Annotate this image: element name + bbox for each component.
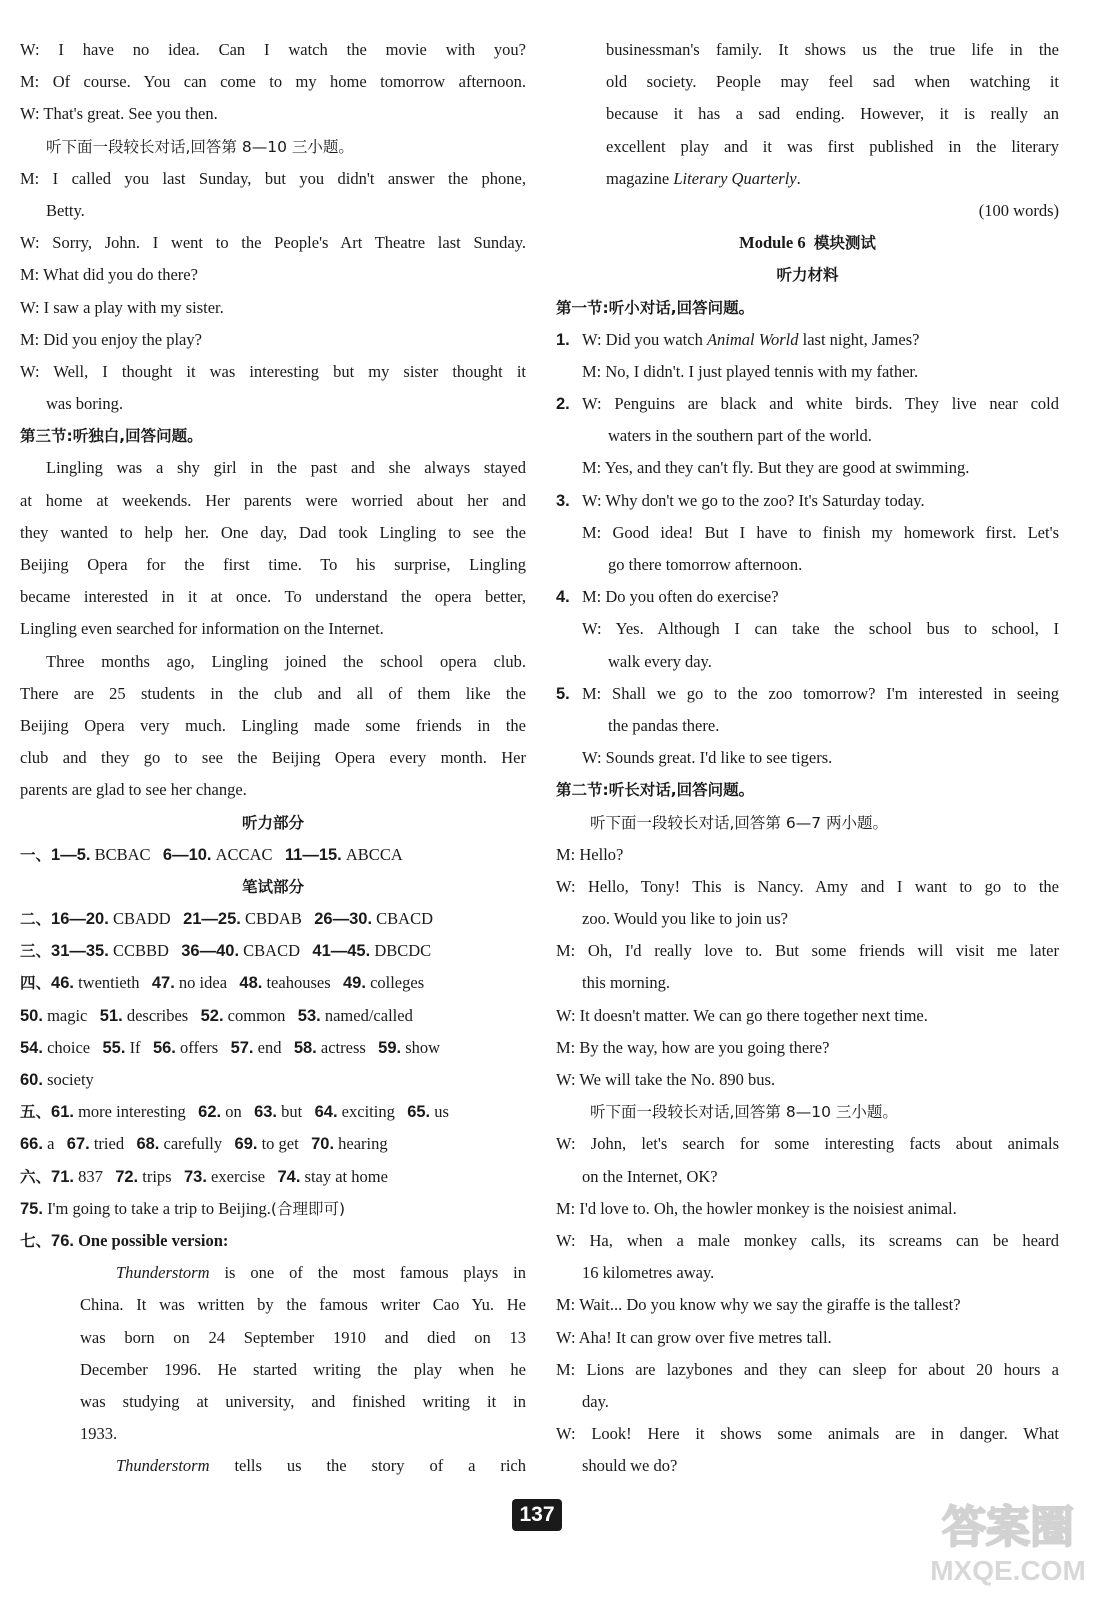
answer-number: 62.	[198, 1103, 222, 1122]
answer-row-4c	[20, 1032, 526, 1064]
dialogue-text: last night, James?	[802, 329, 920, 349]
answer-value: choice	[47, 1037, 91, 1057]
essay-line	[20, 1450, 526, 1482]
essay-line: excellent play and it was first published in the literary	[606, 136, 1059, 156]
question-number: 2.	[556, 395, 570, 414]
answer-range: 36—40.	[181, 942, 240, 961]
dialogue-line: M: Lions are lazybones and they can sleep for about 20 hours a	[556, 1359, 1059, 1379]
dialogue-line-cont: on the Internet, OK?	[582, 1166, 718, 1186]
answer-range: 1—5.	[51, 845, 91, 864]
dialogue-text: M: Shall we go to the zoo tomorrow? I'm interested in seeing	[582, 683, 1059, 703]
module-subtitle: 模块测试	[813, 234, 876, 253]
answer-value: teahouses	[266, 973, 331, 993]
paragraph-line: became interested in it at once. To understand the opera better,	[20, 587, 526, 607]
paragraph-line: There are 25 students in the club and all of them like the	[20, 683, 526, 703]
answer-number: 76.	[51, 1231, 74, 1250]
left-column	[20, 34, 526, 1482]
dialogue-line: M: No, I didn't. I just played tennis with my father.	[582, 361, 919, 381]
paragraph-line: Three months ago, Lingling joined the school opera club.	[46, 651, 526, 671]
essay-text: magazine	[606, 168, 670, 188]
paragraph-line: Beijing Opera very much. Lingling made some friends in the	[20, 715, 526, 735]
answer-number: 54.	[20, 1038, 43, 1057]
answer-section-label: 七、	[20, 1231, 52, 1250]
answer-row-4a	[20, 967, 526, 999]
dialogue-line: M: Wait... Do you know why we say the giraffe is the tallest?	[556, 1295, 961, 1315]
watermark-cn: 答案圈	[942, 1502, 1074, 1553]
answer-section-label: 六、	[20, 1167, 52, 1186]
answer-number: 74.	[277, 1167, 301, 1186]
instruction: 听下面一段较长对话,回答第 8—10 三小题。	[590, 1103, 898, 1122]
dialogue-line: M: Did you enjoy the play?	[20, 329, 202, 349]
answer-number: 63.	[254, 1103, 278, 1122]
answer-number: 47.	[151, 974, 175, 993]
dialogue-line: W: It doesn't matter. We can go there together next time.	[556, 1005, 928, 1025]
answer-number: 72.	[115, 1167, 139, 1186]
essay-line: businessman's family. It shows us the true life in the	[606, 40, 1059, 59]
answer-value: actress	[320, 1037, 366, 1057]
magazine-title: Literary Quarterly	[673, 168, 797, 188]
instruction: 听下面一段较长对话,回答第 6—7 两小题。	[590, 813, 889, 832]
essay-line: was born on 24 September 1910 and died on 13	[80, 1327, 526, 1347]
answer-number: 51.	[99, 1006, 123, 1025]
answer-section-label: 五、	[20, 1103, 52, 1122]
dialogue-line: W: Aha! It can grow over five metres tall.	[556, 1327, 832, 1347]
answer-value: end	[257, 1037, 282, 1057]
answer-value: a	[47, 1134, 55, 1154]
listening-material-title: 听力材料	[776, 266, 839, 285]
answer-note: (合理即可)	[270, 1199, 346, 1218]
essay-heading: One possible version:	[78, 1230, 229, 1250]
word-count: (100 words)	[978, 200, 1059, 220]
answer-value: If	[129, 1037, 141, 1057]
question-number: 1.	[556, 330, 570, 349]
answer-value: offers	[180, 1037, 219, 1057]
dialogue-text: W: Penguins are black and white birds. They live near cold	[582, 394, 1059, 414]
dialogue-line: M: Of course. You can come to my home tomorrow afternoon.	[20, 72, 526, 92]
answer-number: 65.	[407, 1103, 431, 1122]
answer-number: 70.	[311, 1135, 335, 1154]
dialogue-line: M: I'd love to. Oh, the howler monkey is the noisiest animal.	[556, 1198, 957, 1218]
answer-value: ABCCA	[345, 844, 403, 864]
answer-value: CBACD	[376, 909, 434, 929]
answer-number: 50.	[20, 1006, 43, 1025]
dialogue-line: W: We will take the No. 890 bus.	[556, 1070, 776, 1089]
answer-value: more interesting	[78, 1102, 186, 1122]
answer-range: 41—45.	[312, 942, 371, 961]
dialogue-line: M: Yes, and they can't fly. But they are good at swimming.	[582, 458, 970, 478]
answer-number: 66.	[20, 1135, 43, 1154]
essay-line: magazine Literary Quarterly.	[606, 168, 801, 188]
answer-value: DBCDC	[374, 941, 432, 961]
section-heading: 第二节:听长对话,回答问题。	[556, 781, 755, 800]
answer-row-1	[20, 839, 526, 871]
watermark-icon	[918, 1490, 1098, 1590]
answer-value: ACCAC	[215, 844, 273, 864]
essay-block	[20, 1257, 526, 1482]
question-5	[556, 678, 1059, 710]
answer-value: CBADD	[112, 909, 171, 929]
dialogue-line-cont: was boring.	[46, 394, 123, 414]
answer-value: tried	[93, 1134, 125, 1154]
essay-line: 1933.	[80, 1424, 118, 1444]
dialogue-line-cont: 16 kilometres away.	[582, 1263, 715, 1283]
answer-number: 64.	[314, 1103, 338, 1122]
dialogue-line: W: Yes. Although I can take the school bus to school, I	[582, 619, 1059, 639]
answer-value: but	[281, 1102, 303, 1122]
section-heading: 第三节:听独白,回答问题。	[20, 427, 203, 446]
dialogue-line-cont: go there tomorrow afternoon.	[608, 555, 803, 574]
answer-value: us	[434, 1102, 449, 1122]
essay-play-title: Thunderstorm	[116, 1263, 210, 1283]
answer-number: 67.	[66, 1135, 90, 1154]
answer-number: 57.	[230, 1038, 254, 1057]
question-4	[556, 581, 1059, 613]
dialogue-line: M: By the way, how are you going there?	[556, 1037, 830, 1057]
answer-number: 48.	[239, 974, 263, 993]
page-number: 137	[512, 1499, 562, 1531]
answer-row-7	[20, 1225, 526, 1257]
dialogue-line: M: Good idea! But I have to finish my homework first. Let's	[582, 522, 1059, 542]
answer-number: 68.	[136, 1135, 160, 1154]
essay-line: because it has a sad ending. However, it is really an	[606, 104, 1059, 124]
dialogue-line: M: What did you do there?	[20, 265, 198, 285]
paragraph-line: at home at weekends. Her parents were worried about her and	[20, 490, 526, 510]
answer-number: 49.	[343, 974, 366, 993]
dialogue-line-cont: zoo. Would you like to join us?	[582, 909, 788, 929]
answer-value: colleges	[370, 973, 425, 993]
answer-number: 61.	[51, 1103, 74, 1122]
monologue-paragraph-2	[20, 646, 526, 807]
answer-section-label: 二、	[20, 910, 52, 929]
answer-value: BCBAC	[94, 844, 151, 864]
answer-row-3	[20, 935, 526, 967]
answer-value: show	[405, 1037, 441, 1057]
essay-line	[20, 1257, 526, 1289]
question-2	[556, 388, 1059, 420]
answer-number: 71.	[51, 1167, 74, 1186]
answer-number: 69.	[234, 1135, 258, 1154]
dialogue-line-cont: day.	[582, 1391, 609, 1411]
dialogue-line: W: John, let's search for some interesting facts about animals	[556, 1134, 1059, 1154]
answer-value: on	[225, 1102, 242, 1122]
answer-row-6	[20, 1161, 526, 1193]
answer-number: 75.	[20, 1199, 43, 1218]
dialogue-line: M: Oh, I'd really love to. But some friends will visit me later	[556, 941, 1059, 961]
module-title	[556, 227, 1059, 259]
dialogue-line-cont: this morning.	[582, 973, 671, 993]
answer-section-label: 四、	[20, 974, 52, 993]
paragraph-line: Lingling was a shy girl in the past and she always stayed	[46, 458, 526, 478]
question-number: 4.	[556, 588, 570, 607]
answer-value: to get	[261, 1134, 299, 1154]
answer-row-75	[20, 1193, 526, 1225]
answer-value: named/called	[324, 1005, 413, 1025]
answer-value: 837	[78, 1166, 103, 1186]
watermark-logo	[918, 1490, 1098, 1590]
answer-number: 52.	[200, 1006, 224, 1025]
answer-value: exercise	[211, 1166, 266, 1186]
watermark-en: MXQE.COM	[930, 1555, 1086, 1586]
answer-value: CBACD	[243, 941, 301, 961]
answer-number: 56.	[152, 1038, 176, 1057]
listening-part-title: 听力部分	[241, 813, 304, 832]
dialogue-line-cont: should we do?	[582, 1456, 678, 1476]
essay-play-title: Thunderstorm	[116, 1456, 210, 1476]
dialogue-line-cont: Betty.	[46, 200, 85, 220]
answer-value: no idea	[178, 973, 228, 993]
dialogue-line: W: Well, I thought it was interesting but my sister thought it	[20, 361, 526, 381]
essay-line: old society. People may feel sad when watching it	[606, 72, 1059, 92]
answer-row-5b	[20, 1128, 526, 1160]
essay-line: December 1996. He started writing the play when he	[80, 1359, 526, 1379]
dialogue-line-cont: walk every day.	[608, 651, 712, 671]
answer-value: exciting	[341, 1102, 395, 1122]
paragraph-line: they wanted to help her. One day, Dad took Lingling to see the	[20, 522, 526, 542]
dialogue-line: M: I called you last Sunday, but you didn't answer the phone,	[20, 168, 526, 188]
answer-range: 21—25.	[183, 910, 241, 929]
answer-number: 60.	[20, 1071, 43, 1089]
essay-line: China. It was written by the famous writer Cao Yu. He	[80, 1295, 526, 1315]
right-column	[556, 34, 1059, 1482]
instruction: 听下面一段较长对话,回答第 8—10 三小题。	[46, 137, 354, 156]
dialogue-line: W: I saw a play with my sister.	[20, 297, 224, 317]
question-3	[556, 485, 1059, 517]
paragraph-line: club and they go to see the Beijing Opera every month. Her	[20, 748, 526, 768]
answer-value: common	[227, 1005, 286, 1025]
show-title: Animal World	[706, 329, 799, 349]
answer-value: describes	[126, 1005, 189, 1025]
answer-range: 11—15.	[284, 845, 342, 864]
answer-value: trips	[142, 1166, 172, 1186]
paragraph-line: parents are glad to see her change.	[20, 780, 247, 800]
answer-range: 26—30.	[314, 910, 373, 929]
dialogue-line-cont: waters in the southern part of the world.	[608, 426, 872, 446]
question-1	[556, 324, 1059, 356]
answer-value: magic	[47, 1005, 88, 1025]
dialogue-text: W: Did you watch	[582, 329, 703, 349]
answer-section-label: 三、	[20, 942, 52, 961]
answer-number: 55.	[102, 1038, 126, 1057]
dialogue-line: W: Sounds great. I'd like to see tigers.	[582, 748, 833, 768]
monologue-paragraph-1	[20, 452, 526, 645]
answer-range: 16—20.	[51, 910, 109, 929]
dialogue-line: M: Hello?	[556, 844, 624, 864]
dialogue-line: W: That's great. See you then.	[20, 104, 218, 124]
dialogue-line: W: Sorry, John. I went to the People's Art Theatre last Sunday.	[20, 233, 526, 253]
dialogue-line: W: Hello, Tony! This is Nancy. Amy and I want to go to the	[556, 876, 1059, 896]
dialogue-text: W: Why don't we go to the zoo? It's Saturday today.	[582, 490, 925, 510]
answer-number: 59.	[378, 1038, 402, 1057]
answer-value: stay at home	[304, 1166, 388, 1186]
dialogue-line: W: I have no idea. Can I watch the movie with you?	[20, 40, 526, 59]
writing-part-title: 笔试部分	[241, 877, 304, 896]
answer-row-4d	[20, 1064, 526, 1096]
answer-value: CBDAB	[245, 909, 302, 929]
answer-value: CCBBD	[112, 941, 169, 961]
answer-number: 73.	[183, 1167, 207, 1186]
dialogue-line: W: Look! Here it shows some animals are in danger. What	[556, 1424, 1059, 1444]
answer-value: I'm going to take a trip to Beijing.	[47, 1198, 271, 1218]
answer-value: society	[47, 1070, 94, 1089]
answer-row-4b	[20, 1000, 526, 1032]
essay-line: was studying at university, and finished writing it in	[80, 1391, 526, 1411]
answer-section-label: 一、	[20, 845, 52, 864]
answer-number: 53.	[297, 1006, 321, 1025]
section-heading: 第一节:听小对话,回答问题。	[556, 298, 755, 317]
paragraph-line: Beijing Opera for the first time. To his surprise, Lingling	[20, 555, 526, 574]
answer-value: hearing	[338, 1134, 388, 1154]
answer-number: 58.	[293, 1038, 317, 1057]
essay-text: tells us the story of a rich	[234, 1456, 526, 1476]
question-number: 5.	[556, 684, 570, 703]
answer-value: twentieth	[78, 973, 140, 993]
answer-value: carefully	[163, 1134, 223, 1154]
answer-row-5a	[20, 1096, 526, 1128]
question-number: 3.	[556, 491, 570, 510]
answer-range: 6—10.	[162, 845, 212, 864]
answer-range: 31—35.	[51, 942, 109, 961]
dialogue-line-cont: the pandas there.	[608, 715, 720, 735]
essay-text: is one of the most famous plays in	[224, 1263, 526, 1283]
answer-number: 46.	[51, 974, 74, 993]
dialogue-text: M: Do you often do exercise?	[582, 587, 779, 607]
dialogue-line: W: Ha, when a male monkey calls, its screams can be heard	[556, 1230, 1059, 1250]
answer-row-2	[20, 903, 526, 935]
paragraph-line: Lingling even searched for information on the Internet.	[20, 619, 384, 639]
module-name: Module 6	[739, 233, 806, 253]
